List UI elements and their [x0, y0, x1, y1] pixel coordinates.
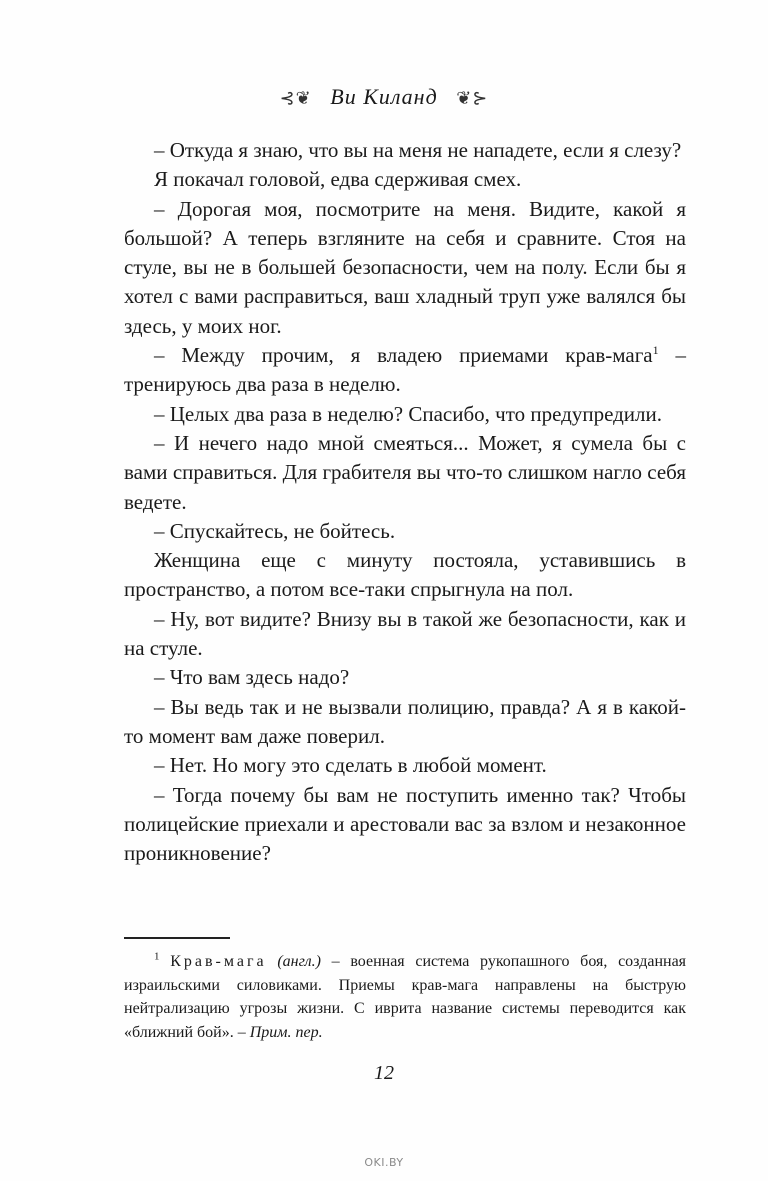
- footnote-term: Крав-мага: [170, 953, 267, 970]
- paragraph: Женщина еще с минуту постояла, уставившись в пространство, а потом все-таки спрыгнула на пол.: [124, 548, 686, 602]
- footnote: [124, 950, 686, 1044]
- paragraph: [124, 341, 686, 400]
- paragraph: – Ну, вот видите? Внизу вы в такой же безопасности, как и на стуле.: [124, 606, 686, 661]
- running-header: [0, 84, 768, 110]
- paragraph: – Спускайтесь, не бойтесь.: [154, 518, 396, 543]
- footnote-reference: 1: [652, 343, 659, 358]
- ornament-right-icon: ❦⊱: [456, 88, 489, 109]
- paragraph: – Что вам здесь надо?: [154, 665, 350, 690]
- paragraph: – Целых два раза в неделю? Спасибо, что предупредили.: [154, 401, 663, 426]
- paragraph: – Дорогая моя, посмотрите на меня. Видите, какой я большой? А теперь взгляните на себя и сравните. Стоя на стуле, вы не в большей безопасности, чем на полу. Если бы я хотел с вами расправиться, ваш хладный труп уже валялся бы здесь, у моих ног.: [124, 196, 686, 338]
- author-name: Ви Киланд: [330, 84, 438, 109]
- ornament-left-icon: ⊰❦: [279, 88, 312, 109]
- paragraph: – И нечего надо мной смеяться... Может, я сумела бы с вами справиться. Для грабителя вы что-то слишком нагло себя ведете.: [124, 430, 686, 514]
- paragraph: – Тогда почему бы вам не поступить именно так? Чтобы полицейские приехали и арестовали вас за взлом и незаконное проникновение?: [124, 782, 686, 866]
- footnote-text: – военная система рукопашного боя, созданная израильскими силовиками. Приемы крав-мага направлены на быструю нейтрализацию угрозы жизни. С иврита название системы переводится как «ближний бой». –: [124, 953, 687, 1041]
- footnote-attribution: Прим. пер.: [249, 1023, 323, 1041]
- paragraph: – Нет. Но могу это сделать в любой момент.: [154, 753, 547, 778]
- paragraph: – Вы ведь так и не вызвали полицию, правда? А я в какой-то момент вам даже поверил.: [124, 694, 686, 748]
- paragraph: Я покачал головой, едва сдерживая смех.: [154, 167, 522, 192]
- footnote-language: (англ.): [277, 953, 321, 970]
- paragraph-text: – Между прочим, я владею приемами крав-мага: [154, 343, 653, 368]
- paragraph-text: – тренируюсь два раза в неделю.: [124, 343, 687, 397]
- page-number: 12: [374, 1062, 394, 1084]
- main-text: [124, 136, 686, 868]
- watermark: OKI.BY: [364, 1156, 404, 1169]
- footnote-number: 1: [154, 950, 160, 963]
- paragraph: – Откуда я знаю, что вы на меня не нападете, если я слезу?: [154, 138, 682, 162]
- footnote-divider: [124, 937, 230, 939]
